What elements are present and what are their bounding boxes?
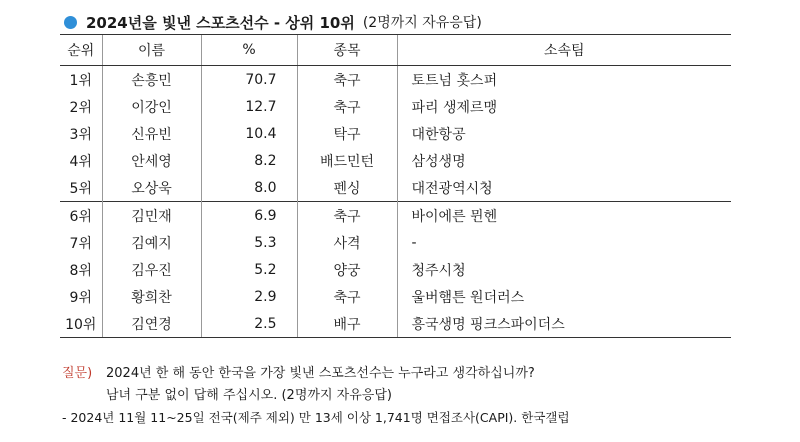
table-row — [60, 229, 731, 256]
rank-cell: 10위 — [60, 310, 102, 338]
header-rank: 순위 — [60, 35, 102, 66]
header-sport: 종목 — [297, 35, 397, 66]
team-cell: 대한항공 — [397, 120, 731, 147]
percent-cell: 2.9 — [201, 283, 297, 310]
report-title — [64, 10, 482, 34]
name-cell: 손흥민 — [102, 66, 201, 94]
team-cell: 토트넘 홋스퍼 — [397, 66, 731, 94]
rank-cell: 5위 — [69, 180, 92, 197]
table-header-row — [60, 35, 731, 66]
survey-source: - 2024년 11월 11~25일 전국(제주 제외) 만 13세 이상 1,741명 면접조사(CAPI). 한국갤럽 — [62, 410, 570, 425]
name-cell: 안세영 — [102, 147, 201, 174]
sport-cell: 배구 — [297, 310, 397, 338]
rank-cell: 3위 — [69, 126, 92, 143]
rank-cell: 8위 — [69, 262, 92, 279]
bullet-icon — [64, 16, 77, 29]
team-cell: 흥국생명 핑크스파이더스 — [397, 310, 731, 338]
percent-cell: 5.2 — [201, 256, 297, 283]
name-cell: 김우진 — [102, 256, 201, 283]
table-row — [60, 202, 731, 230]
table-row — [60, 174, 731, 202]
survey-notes — [62, 363, 570, 429]
percent-cell: 12.7 — [201, 93, 297, 120]
rank-cell: 7위 — [69, 235, 92, 252]
question-text: 2024년 한 해 동안 한국을 가장 빛낸 스포츠선수는 누구라고 생각하십니까? — [106, 366, 535, 381]
header-team: 소속팀 — [397, 35, 731, 66]
rank-cell: 2위 — [69, 99, 92, 116]
table-row — [60, 310, 731, 338]
rank-cell: 6위 — [60, 202, 102, 230]
sport-cell: 축구 — [297, 93, 397, 120]
name-cell: 신유빈 — [102, 120, 201, 147]
percent-cell: 10.4 — [201, 120, 297, 147]
sport-cell: 탁구 — [297, 120, 397, 147]
percent-cell: 2.5 — [201, 310, 297, 338]
sport-cell: 축구 — [297, 202, 397, 230]
team-cell: 대전광역시청 — [397, 174, 731, 202]
table-row — [60, 93, 731, 120]
table-row — [60, 147, 731, 174]
table-row — [60, 120, 731, 147]
name-cell: 이강인 — [102, 93, 201, 120]
team-cell: 울버햄튼 원더러스 — [397, 283, 731, 310]
percent-cell: 6.9 — [201, 202, 297, 230]
rank-cell: 1위 — [69, 72, 92, 89]
question-label: 질문) — [62, 366, 93, 381]
header-percent: % — [201, 35, 297, 66]
name-cell: 오상욱 — [102, 174, 201, 202]
team-cell: - — [397, 229, 731, 256]
percent-cell: 8.2 — [201, 147, 297, 174]
rank-cell: 9위 — [69, 289, 92, 306]
sport-cell: 펜싱 — [297, 174, 397, 202]
team-cell: 청주시청 — [397, 256, 731, 283]
title-main: 2024년을 빛낸 스포츠선수 - 상위 10위 — [86, 13, 355, 32]
table-row — [60, 256, 731, 283]
percent-cell: 8.0 — [201, 174, 297, 202]
percent-cell: 70.7 — [201, 66, 297, 94]
rank-cell: 4위 — [69, 153, 92, 170]
name-cell: 김연경 — [102, 310, 201, 338]
header-name: 이름 — [102, 35, 201, 66]
ranking-table — [60, 34, 731, 338]
sport-cell: 사격 — [297, 229, 397, 256]
sport-cell: 배드민턴 — [297, 147, 397, 174]
team-cell: 파리 생제르맹 — [397, 93, 731, 120]
table-row — [60, 66, 731, 94]
team-cell: 바이에른 뮌헨 — [397, 202, 731, 230]
sport-cell: 양궁 — [297, 256, 397, 283]
percent-cell: 5.3 — [201, 229, 297, 256]
question-instruction: 남녀 구분 없이 답해 주십시오. (2명까지 자유응답) — [106, 388, 392, 403]
sport-cell: 축구 — [297, 283, 397, 310]
table-row — [60, 283, 731, 310]
name-cell: 김예지 — [102, 229, 201, 256]
team-cell: 삼성생명 — [397, 147, 731, 174]
name-cell: 김민재 — [102, 202, 201, 230]
name-cell: 황희찬 — [102, 283, 201, 310]
title-subtitle: (2명까지 자유응답) — [362, 15, 482, 31]
sport-cell: 축구 — [297, 66, 397, 94]
